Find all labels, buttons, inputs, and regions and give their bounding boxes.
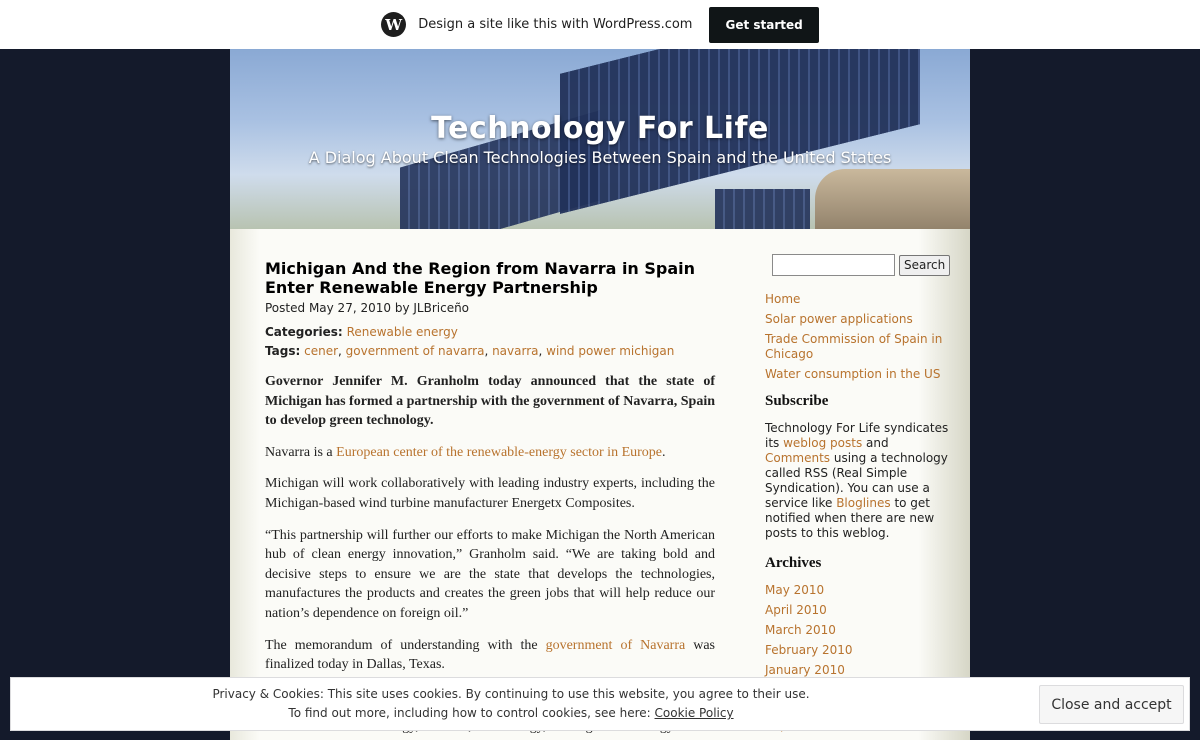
search-form [772, 254, 955, 276]
post-paragraph [265, 636, 715, 675]
tag-link[interactable]: wind power michigan [546, 344, 675, 358]
categories-row [265, 323, 715, 342]
content-area [230, 229, 970, 740]
cookie-line-2 [11, 704, 1011, 723]
categories-label: Categories: [265, 325, 343, 339]
comments-link[interactable]: Comments [765, 451, 831, 465]
page-link-solar[interactable]: Solar power applications [765, 312, 913, 326]
subscribe-t4: to get notified when there are new posts to this weblog. [765, 496, 935, 540]
sidebar [765, 254, 955, 738]
archive-link[interactable]: March 2010 [765, 623, 836, 637]
category-link[interactable]: Renewable energy [346, 325, 458, 339]
post [265, 259, 715, 740]
title-block [230, 111, 970, 167]
archive-link[interactable]: February 2010 [765, 643, 853, 657]
archives-heading: Archives [765, 555, 822, 571]
weblog-posts-link[interactable]: weblog posts [783, 436, 863, 450]
tower-structure [815, 169, 970, 229]
post-meta [265, 301, 715, 315]
post-title[interactable]: Michigan And the Region from Navarra in Spain Enter Renewable Energy Partnership [265, 259, 696, 297]
cookie-policy-link[interactable]: Cookie Policy [654, 706, 734, 720]
post-paragraph: Michigan will work collaboratively with leading industry experts, including the Michigan-based wind turbine manufacturer Energetx Composites. [265, 476, 715, 511]
solar-panel-image-3 [715, 189, 810, 229]
promo-text: Design a site like this with WordPress.com [418, 17, 693, 32]
bloglines-link[interactable]: Bloglines [836, 496, 891, 510]
page-link-home[interactable]: Home [765, 292, 801, 306]
search-button[interactable]: Search [899, 255, 950, 276]
subscribe-t1: Technology For Life syndicates its [765, 421, 949, 450]
european-center-link[interactable]: European center of the renewable-energy sector in Europe [336, 444, 663, 460]
site-header [230, 49, 970, 229]
tags-row: Tags: cener, government of navarra, navarra, wind power michigan [265, 344, 675, 358]
post-lead: Governor Jennifer M. Granholm today announced that the state of Michigan has formed a partnership with the government of Navarra, Spain to develop green technology. [265, 374, 715, 429]
tags-label: Tags: [265, 344, 301, 358]
pages-list [765, 292, 955, 382]
archive-link[interactable]: April 2010 [765, 603, 827, 617]
post-paragraph: “This partnership will further our efforts to make Michigan the North American hub of clean energy innovation,” Granholm said. “We are taking bold and decisive steps to ensure we are the state that develops the technologies, manufactures the products and creates the green jobs that will help reduce our nation’s dependence on foreign oil.” [265, 527, 715, 621]
wordpress-logo-icon[interactable]: W [381, 12, 406, 37]
post-taxonomy [265, 323, 715, 361]
archive-link[interactable]: May 2010 [765, 583, 825, 597]
page-link-trade-commission[interactable]: Trade Commission of Spain in Chicago [765, 332, 943, 361]
p1-suffix: . [662, 444, 666, 460]
subscribe-t3: using a technology called RSS (Real Simple Syndication). You can use a service like [765, 451, 948, 510]
search-input[interactable] [772, 254, 895, 276]
archive-link[interactable]: January 2010 [765, 663, 845, 677]
cookie-text [11, 685, 1011, 723]
get-started-button[interactable]: Get started [709, 7, 818, 43]
subscribe-heading: Subscribe [765, 393, 829, 409]
wordpress-promo-bar [0, 0, 1200, 49]
subscribe-text [765, 421, 955, 541]
cookie-banner [10, 677, 1190, 731]
page-link-water[interactable]: Water consumption in the US [765, 367, 941, 381]
cookie-line-1: Privacy & Cookies: This site uses cookies. By continuing to use this website, you agree to their use. [212, 687, 810, 701]
page-container [230, 49, 970, 740]
cookie-line-2-text: To find out more, including how to control cookies, see here: [288, 706, 655, 720]
tag-link[interactable]: navarra [492, 344, 539, 358]
by-label: by [394, 301, 410, 315]
p1-text: Navarra is a [265, 444, 337, 460]
site-title[interactable]: Technology For Life [431, 111, 769, 146]
post-author: JLBriceño [413, 301, 470, 315]
subscribe-t2: and [862, 436, 889, 450]
post-paragraph [265, 443, 715, 463]
post-date: May 27, 2010 [308, 301, 391, 315]
p4-suffix: was finalized today in Dallas, Texas. [265, 637, 716, 673]
tag-link[interactable]: cener [304, 344, 339, 358]
posted-label: Posted [265, 301, 306, 315]
p4-text: The memorandum of understanding with the [265, 637, 546, 653]
site-description: A Dialog About Clean Technologies Between Spain and the United States [308, 148, 892, 167]
tag-link[interactable]: government of navarra [345, 344, 485, 358]
government-navarra-link[interactable]: government of Navarra [545, 637, 686, 653]
close-and-accept-button[interactable]: Close and accept [1039, 685, 1184, 724]
